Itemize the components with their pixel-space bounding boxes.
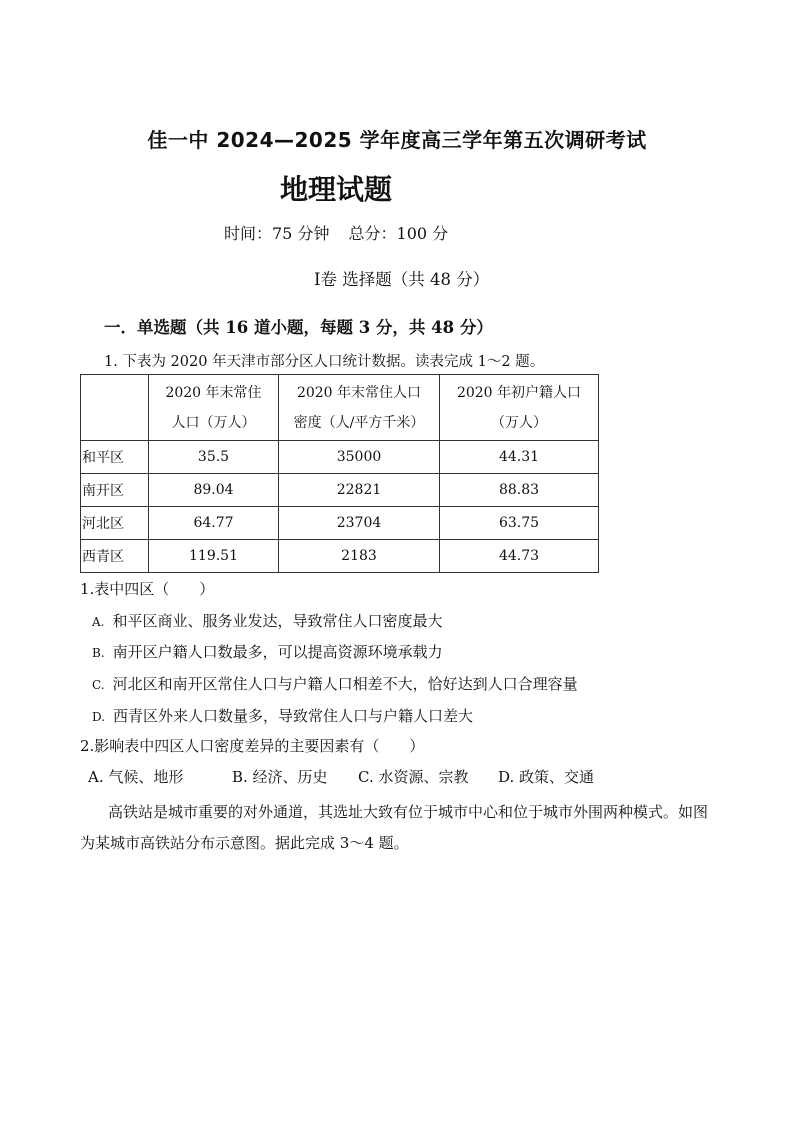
- density-cell: 35000: [279, 441, 440, 474]
- district-cell: 河北区: [81, 507, 149, 540]
- option-letter: A.: [92, 615, 105, 629]
- registered-cell: 44.73: [440, 540, 599, 573]
- option-text: 西青区外来人口数量多，导致常住人口与户籍人口差大: [113, 707, 474, 725]
- q1-option-a: [92, 610, 443, 631]
- section-heading: Ⅰ卷 选择题（共 48 分）: [314, 270, 490, 289]
- question-1-stem: 1.表中四区（ ）: [80, 580, 215, 598]
- question-intro: 1. 下表为 2020 年天津市部分区人口统计数据。读表完成 1～2 题。: [104, 354, 545, 370]
- resident-cell: 119.51: [149, 540, 279, 573]
- header-line: 人口（万人）: [171, 414, 256, 431]
- registered-cell: 44.31: [440, 441, 599, 474]
- exam-info: [224, 221, 462, 244]
- header-line: 2020 年初户籍人口: [456, 384, 582, 401]
- resident-cell: 35.5: [149, 441, 279, 474]
- table-row: [81, 441, 599, 474]
- table-header-cell: [279, 375, 440, 441]
- table-header-cell: [440, 375, 599, 441]
- option-letter: C.: [92, 678, 105, 692]
- q1-option-c: [92, 673, 578, 694]
- q2-option-d: D. 政策、交通: [498, 768, 595, 786]
- table-header-cell: [149, 375, 279, 441]
- district-cell: 和平区: [81, 441, 149, 474]
- q1-option-b: [92, 641, 443, 662]
- header-line: （万人）: [491, 414, 547, 431]
- registered-cell: 63.75: [440, 507, 599, 540]
- subject-title: 地理试题: [280, 173, 393, 206]
- population-table: [80, 374, 599, 573]
- q2-option-c: C. 水资源、宗教: [358, 768, 469, 786]
- district-cell: 南开区: [81, 474, 149, 507]
- q2-option-b: B. 经济、历史: [232, 768, 328, 786]
- exam-score: 总分：100 分: [348, 224, 449, 243]
- exam-title: 佳一中 2024—2025 学年度高三学年第五次调研考试: [147, 128, 647, 152]
- resident-cell: 64.77: [149, 507, 279, 540]
- q1-option-d: [92, 705, 473, 726]
- header-line: 密度（人/平方千米）: [293, 414, 425, 431]
- registered-cell: 88.83: [440, 474, 599, 507]
- q2-option-a: A. 气候、地形: [88, 768, 184, 786]
- option-text: 南开区户籍人口数最多，可以提高资源环境承载力: [112, 643, 443, 661]
- density-cell: 22821: [279, 474, 440, 507]
- option-text: 和平区商业、服务业发达，导致常住人口密度最大: [112, 612, 443, 630]
- header-line: 2020 年末常住: [165, 384, 262, 401]
- table-row: [81, 540, 599, 573]
- table-row: [81, 474, 599, 507]
- part-heading: 一．单选题（共 16 道小题，每题 3 分，共 48 分）: [104, 318, 493, 337]
- resident-cell: 89.04: [149, 474, 279, 507]
- passage-text: 高铁站是城市重要的对外通道，其选址大致有位于城市中心和位于城市外围两种模式。如图为某城市高铁站分布示意图。据此完成 3～4 题。: [80, 803, 709, 852]
- district-cell: 西青区: [81, 540, 149, 573]
- table-row: [81, 507, 599, 540]
- option-letter: D.: [92, 710, 106, 724]
- question-2-stem: 2.影响表中四区人口密度差异的主要因素有（ ）: [80, 737, 425, 755]
- exam-time: 时间：75 分钟: [224, 224, 330, 243]
- density-cell: 23704: [279, 507, 440, 540]
- table-header-cell: [81, 375, 149, 441]
- option-text: 河北区和南开区常住人口与户籍人口相差不大，恰好达到人口合理容量: [112, 675, 578, 693]
- option-letter: B.: [92, 646, 105, 660]
- density-cell: 2183: [279, 540, 440, 573]
- header-line: 2020 年末常住人口: [296, 384, 422, 401]
- table-header-row: [81, 375, 599, 441]
